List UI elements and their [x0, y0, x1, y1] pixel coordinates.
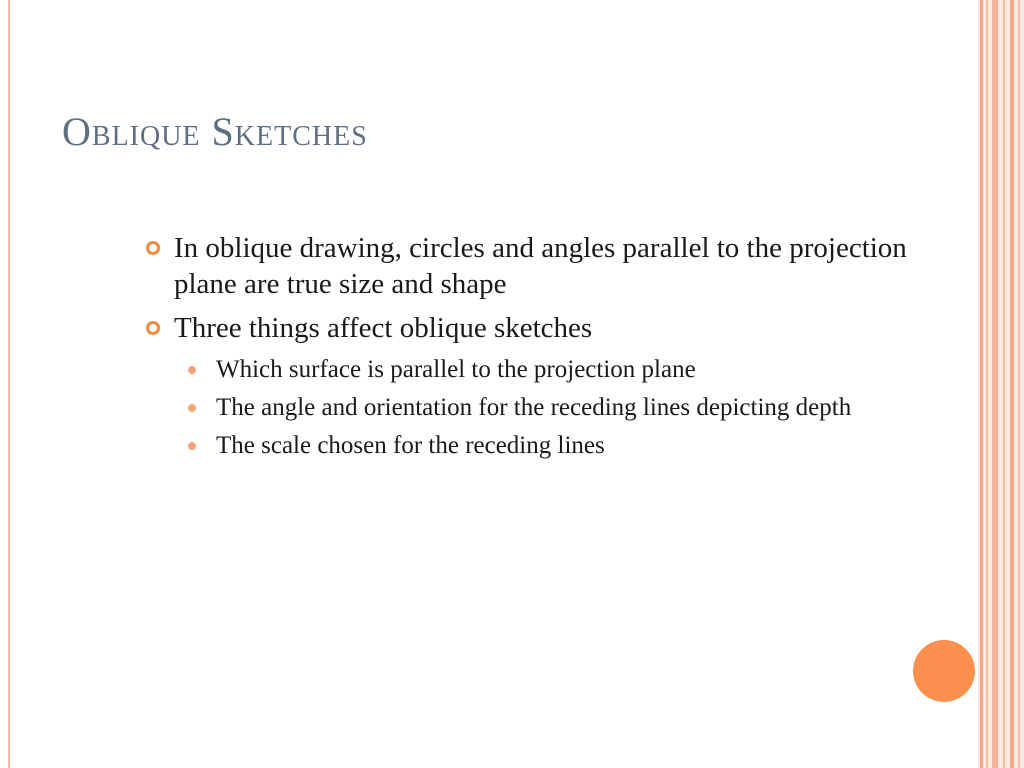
bullet-list: [146, 230, 946, 468]
right-stripe: [986, 0, 988, 768]
bullet-item: [146, 310, 946, 346]
slide-title: Oblique Sketches: [62, 109, 368, 154]
right-stripe: [980, 0, 983, 768]
left-border-line: [8, 0, 10, 768]
bullet-text: Three things affect oblique sketches: [174, 312, 593, 344]
sub-bullet-item: [188, 430, 916, 462]
dot-bullet-icon: [188, 442, 196, 450]
right-stripe: [992, 0, 998, 768]
sub-bullet-list: [188, 354, 946, 462]
sub-bullet-text: The angle and orientation for the receding lines depicting depth: [216, 394, 852, 421]
sub-bullet-item: [188, 392, 916, 424]
dot-bullet-icon: [188, 404, 196, 412]
circle-bullet-icon: [146, 321, 160, 335]
dot-bullet-icon: [188, 366, 196, 374]
bullet-item: [146, 230, 946, 302]
right-stripe: [1003, 0, 1005, 768]
sub-bullet-text: The scale chosen for the receding lines: [216, 432, 605, 459]
right-stripe: [1010, 0, 1014, 768]
decorative-orange-circle: [913, 640, 975, 702]
sub-bullet-text: Which surface is parallel to the projection plane: [216, 356, 696, 383]
circle-bullet-icon: [146, 241, 160, 255]
sub-bullet-item: [188, 354, 916, 386]
bullet-text: In oblique drawing, circles and angles parallel to the projection plane are true size and shape: [174, 232, 907, 300]
right-stripe: [1018, 0, 1020, 768]
